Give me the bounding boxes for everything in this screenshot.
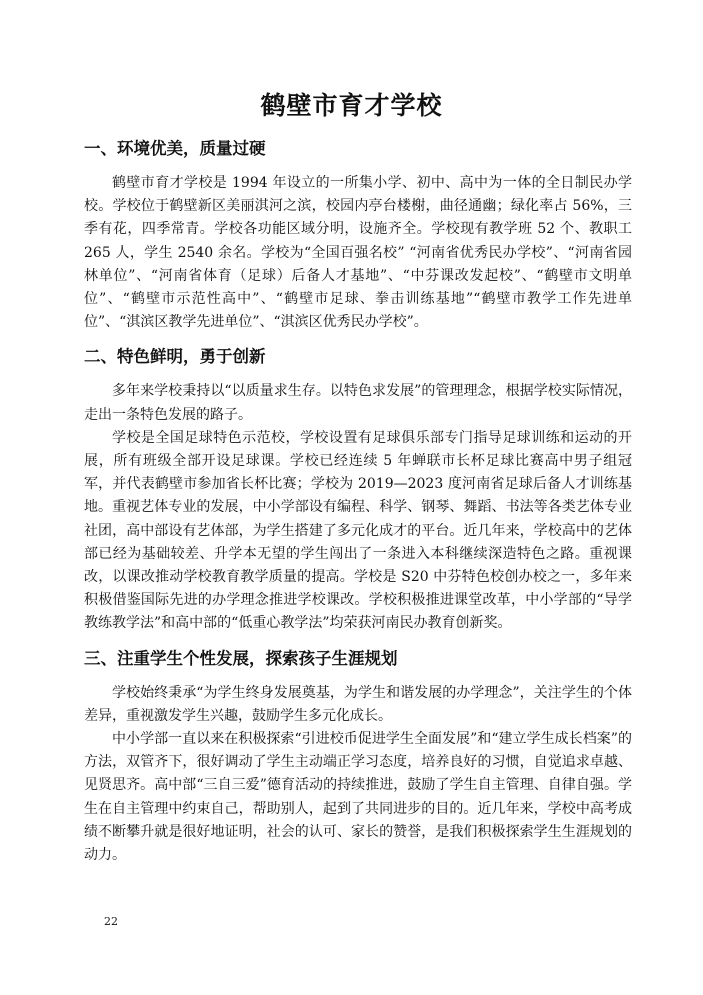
section-development <box>84 648 632 868</box>
paragraph: 鹤壁市育才学校是 1994 年设立的一所集小学、初中、高中为一体的全日制民办学校。学校位于鹤壁新区美丽淇河之滨，校园内亭台楼榭，曲径通幽；绿化率占 56%，三季有花，四季常青。学校各功能区域分明，设施齐全。学校现有教学班 52 个、教职工 265 人，学生 2540 余名。学校为“全国百强名校” “河南省优秀民办学校”、“河南省园林单位”、“河南省体育（足球）后备人才基地”、“中芬课改发起校”、“鹤壁市文明单位”、“鹤壁市示范性高中”、“鹤壁市足球、拳击训练基地”“鹤壁市教学工作先进单位”、“淇滨区教学先进单位”、“淇滨区优秀民办学校”。 <box>84 175 632 331</box>
document-body <box>84 138 632 879</box>
page-number: 22 <box>104 915 118 928</box>
section-features <box>84 346 632 635</box>
paragraph: 中小学部一直以来在积极探索“引进校币促进学生全面发展”和“建立学生成长档案”的方法，双管齐下，很好调动了学生主动端正学习态度，培养良好的习惯，自觉追求卓越、见贤思齐。高中部“三自三爱”德育活动的持续推进，鼓励了学生自主管理、自律自强。学生在自主管理中约束自己，帮助别人，起到了共同进步的目的。近几年来，学校中高考成绩不断攀升就是很好地证明，社会的认可、家长的赞誉，是我们积极探索学生生涯规划的动力。 <box>84 731 632 864</box>
paragraph: 学校是全国足球特色示范校，学校设置有足球俱乐部专门指导足球训练和运动的开展，所有班级全部开设足球课。学校已经连续 5 年蝉联市长杯足球比赛高中男子组冠军，并代表鹤壁市参加省长杯比赛；学校为 2019—2023 度河南省足球后备人才训练基地。重视艺体专业的发展，中小学部设有编程、科学、钢琴、舞蹈、书法等各类艺体专业社团，高中部设有艺体部，为学生搭建了多元化成才的平台。近几年来，学校高中的艺体部已经为基础较差、升学本无望的学生闯出了一条进入本科继续深造特色之路。重视课改，以课改推动学校教育教学质量的提高。学校是 S20 中芬特色校创办校之一，多年来积极借鉴国际先进的办学理念推进学校课改。学校积极推进课堂改革，中小学部的“导学教练教学法”和高中部的“低重心教学法”均荣获河南民办教育创新奖。 <box>84 429 632 632</box>
paragraph: 多年来学校秉持以“以质量求生存。以特色求发展”的管理理念，根据学校实际情况，走出一条特色发展的路子。 <box>84 383 632 423</box>
section-environment <box>84 138 632 334</box>
paragraph: 学校始终秉承“为学生终身发展奠基，为学生和谐发展的办学理念”，关注学生的个体差异，重视激发学生兴趣，鼓励学生多元化成长。 <box>84 684 632 724</box>
section-heading: 一、环境优美，质量过硬 <box>84 139 266 158</box>
document-title: 鹤壁市育才学校 <box>260 91 443 120</box>
section-heading: 二、特色鲜明，勇于创新 <box>84 347 266 367</box>
section-heading: 三、注重学生个性发展，探索孩子生涯规划 <box>84 648 398 668</box>
